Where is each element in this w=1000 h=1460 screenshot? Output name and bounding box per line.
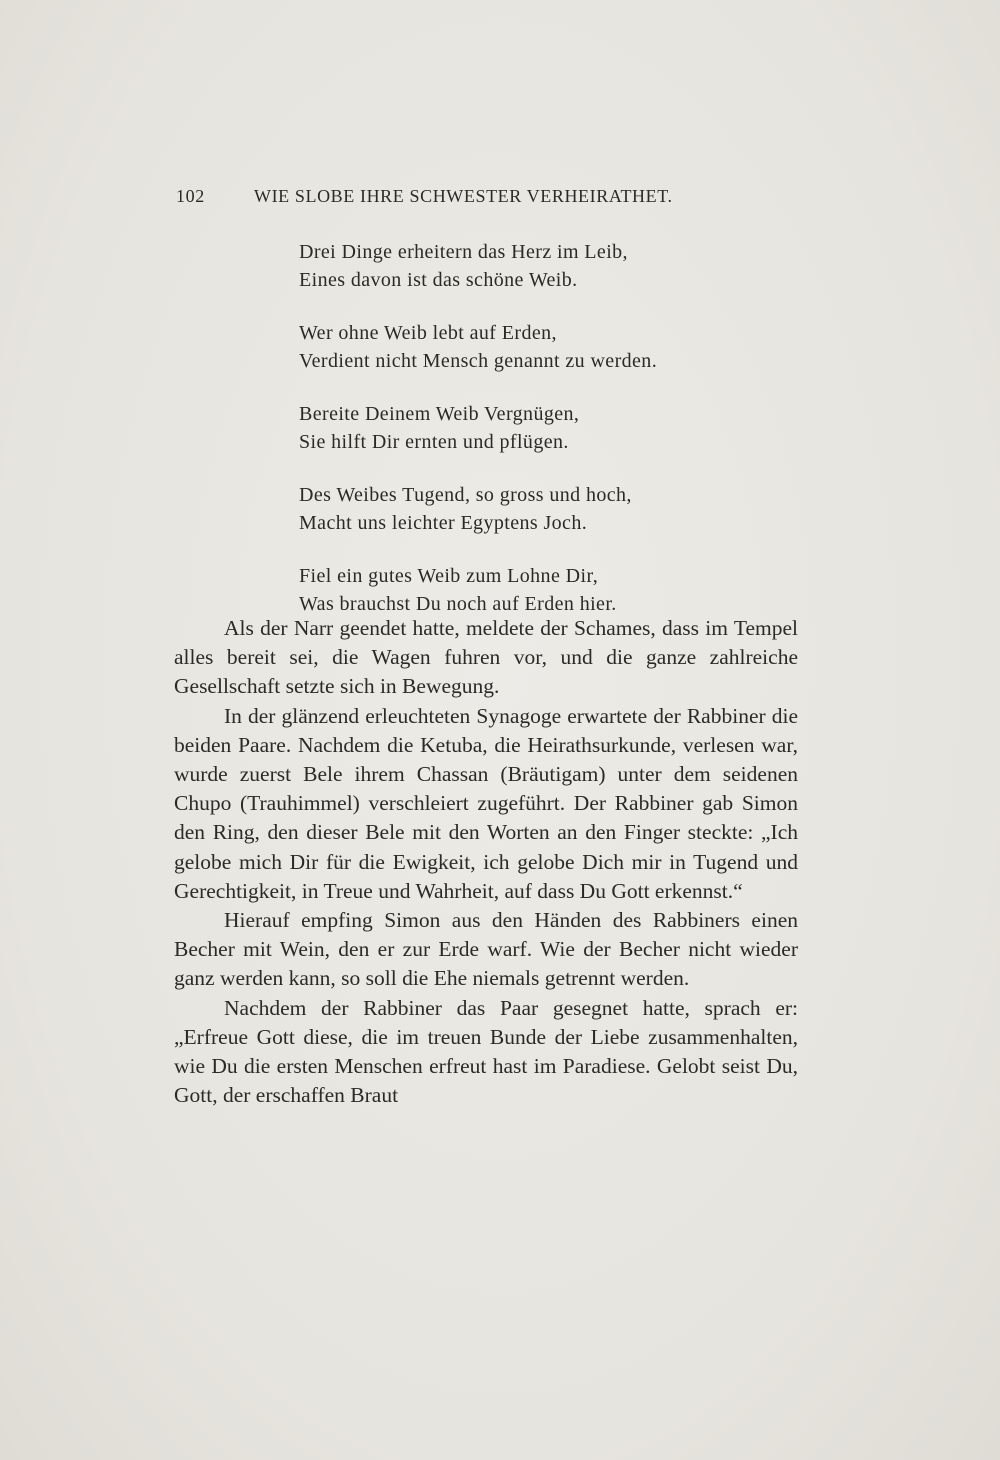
poem-line: Was brauchst Du noch auf Erden hier. [299, 593, 617, 615]
paragraph: In der glänzend erleuchteten Synagoge erwartete der Rabbiner die beiden Paare. Nachdem die Ketuba, die Heirathsurkunde, verlesen war, wurde zuerst Bele ihrem Chassan (Bräutigam) unter dem seidenen Chupo (Trauhimmel) verschleiert zugeführt. Der Rabbiner gab Simon den Ring, den dieser Bele mit den Worten an den Finger steckte: „Ich gelobe mich Dir für die Ewigkeit, ich gelobe Dich mir in Tugend und Gerechtigkeit, in Treue und Wahrheit, auf dass Du Gott erkennst.“ [174, 703, 798, 903]
poem-line: Bereite Deinem Weib Vergnügen, [299, 403, 580, 425]
poem-stanza [299, 319, 759, 375]
page-number: 102 [176, 186, 205, 206]
poem-line: Eines davon ist das schöne Weib. [299, 269, 578, 291]
paragraph: Nachdem der Rabbiner das Paar gesegnet hatte, sprach er: „Erfreue Gott diese, die im treuen Bunde der Liebe zusammenhalten, wie Du die ersten Menschen erfreut hast im Paradiese. Gelobt seist Du, Gott, der erschaffen Braut [174, 995, 798, 1108]
poem-line: Des Weibes Tugend, so gross und hoch, [299, 484, 632, 506]
poem [299, 238, 759, 643]
poem-line: Fiel ein gutes Weib zum Lohne Dir, [299, 565, 599, 587]
poem-stanza [299, 238, 759, 294]
poem-line: Macht uns leichter Egyptens Joch. [299, 512, 588, 534]
poem-line: Sie hilft Dir ernten und pflügen. [299, 431, 569, 453]
poem-stanza [299, 400, 759, 456]
poem-line: Verdient nicht Mensch genannt zu werden. [299, 350, 658, 372]
running-header [176, 186, 736, 216]
prose-body [174, 614, 798, 1110]
poem-stanza [299, 481, 759, 537]
poem-line: Wer ohne Weib lebt auf Erden, [299, 322, 557, 344]
poem-line: Drei Dinge erheitern das Herz im Leib, [299, 241, 628, 263]
poem-stanza [299, 562, 759, 618]
chapter-title: WIE SLOBE IHRE SCHWESTER VERHEIRATHET. [254, 186, 673, 206]
paragraph: Als der Narr geendet hatte, meldete der Schames, dass im Tempel alles bereit sei, die Wagen fuhren vor, und die ganze zahlreiche Gesellschaft setzte sich in Bewegung. [174, 616, 798, 699]
paragraph: Hierauf empfing Simon aus den Händen des Rabbiners einen Becher mit Wein, den er zur Erde warf. Wie der Becher nicht wieder ganz werden kann, so soll die Ehe niemals getrennt werden. [174, 908, 798, 991]
